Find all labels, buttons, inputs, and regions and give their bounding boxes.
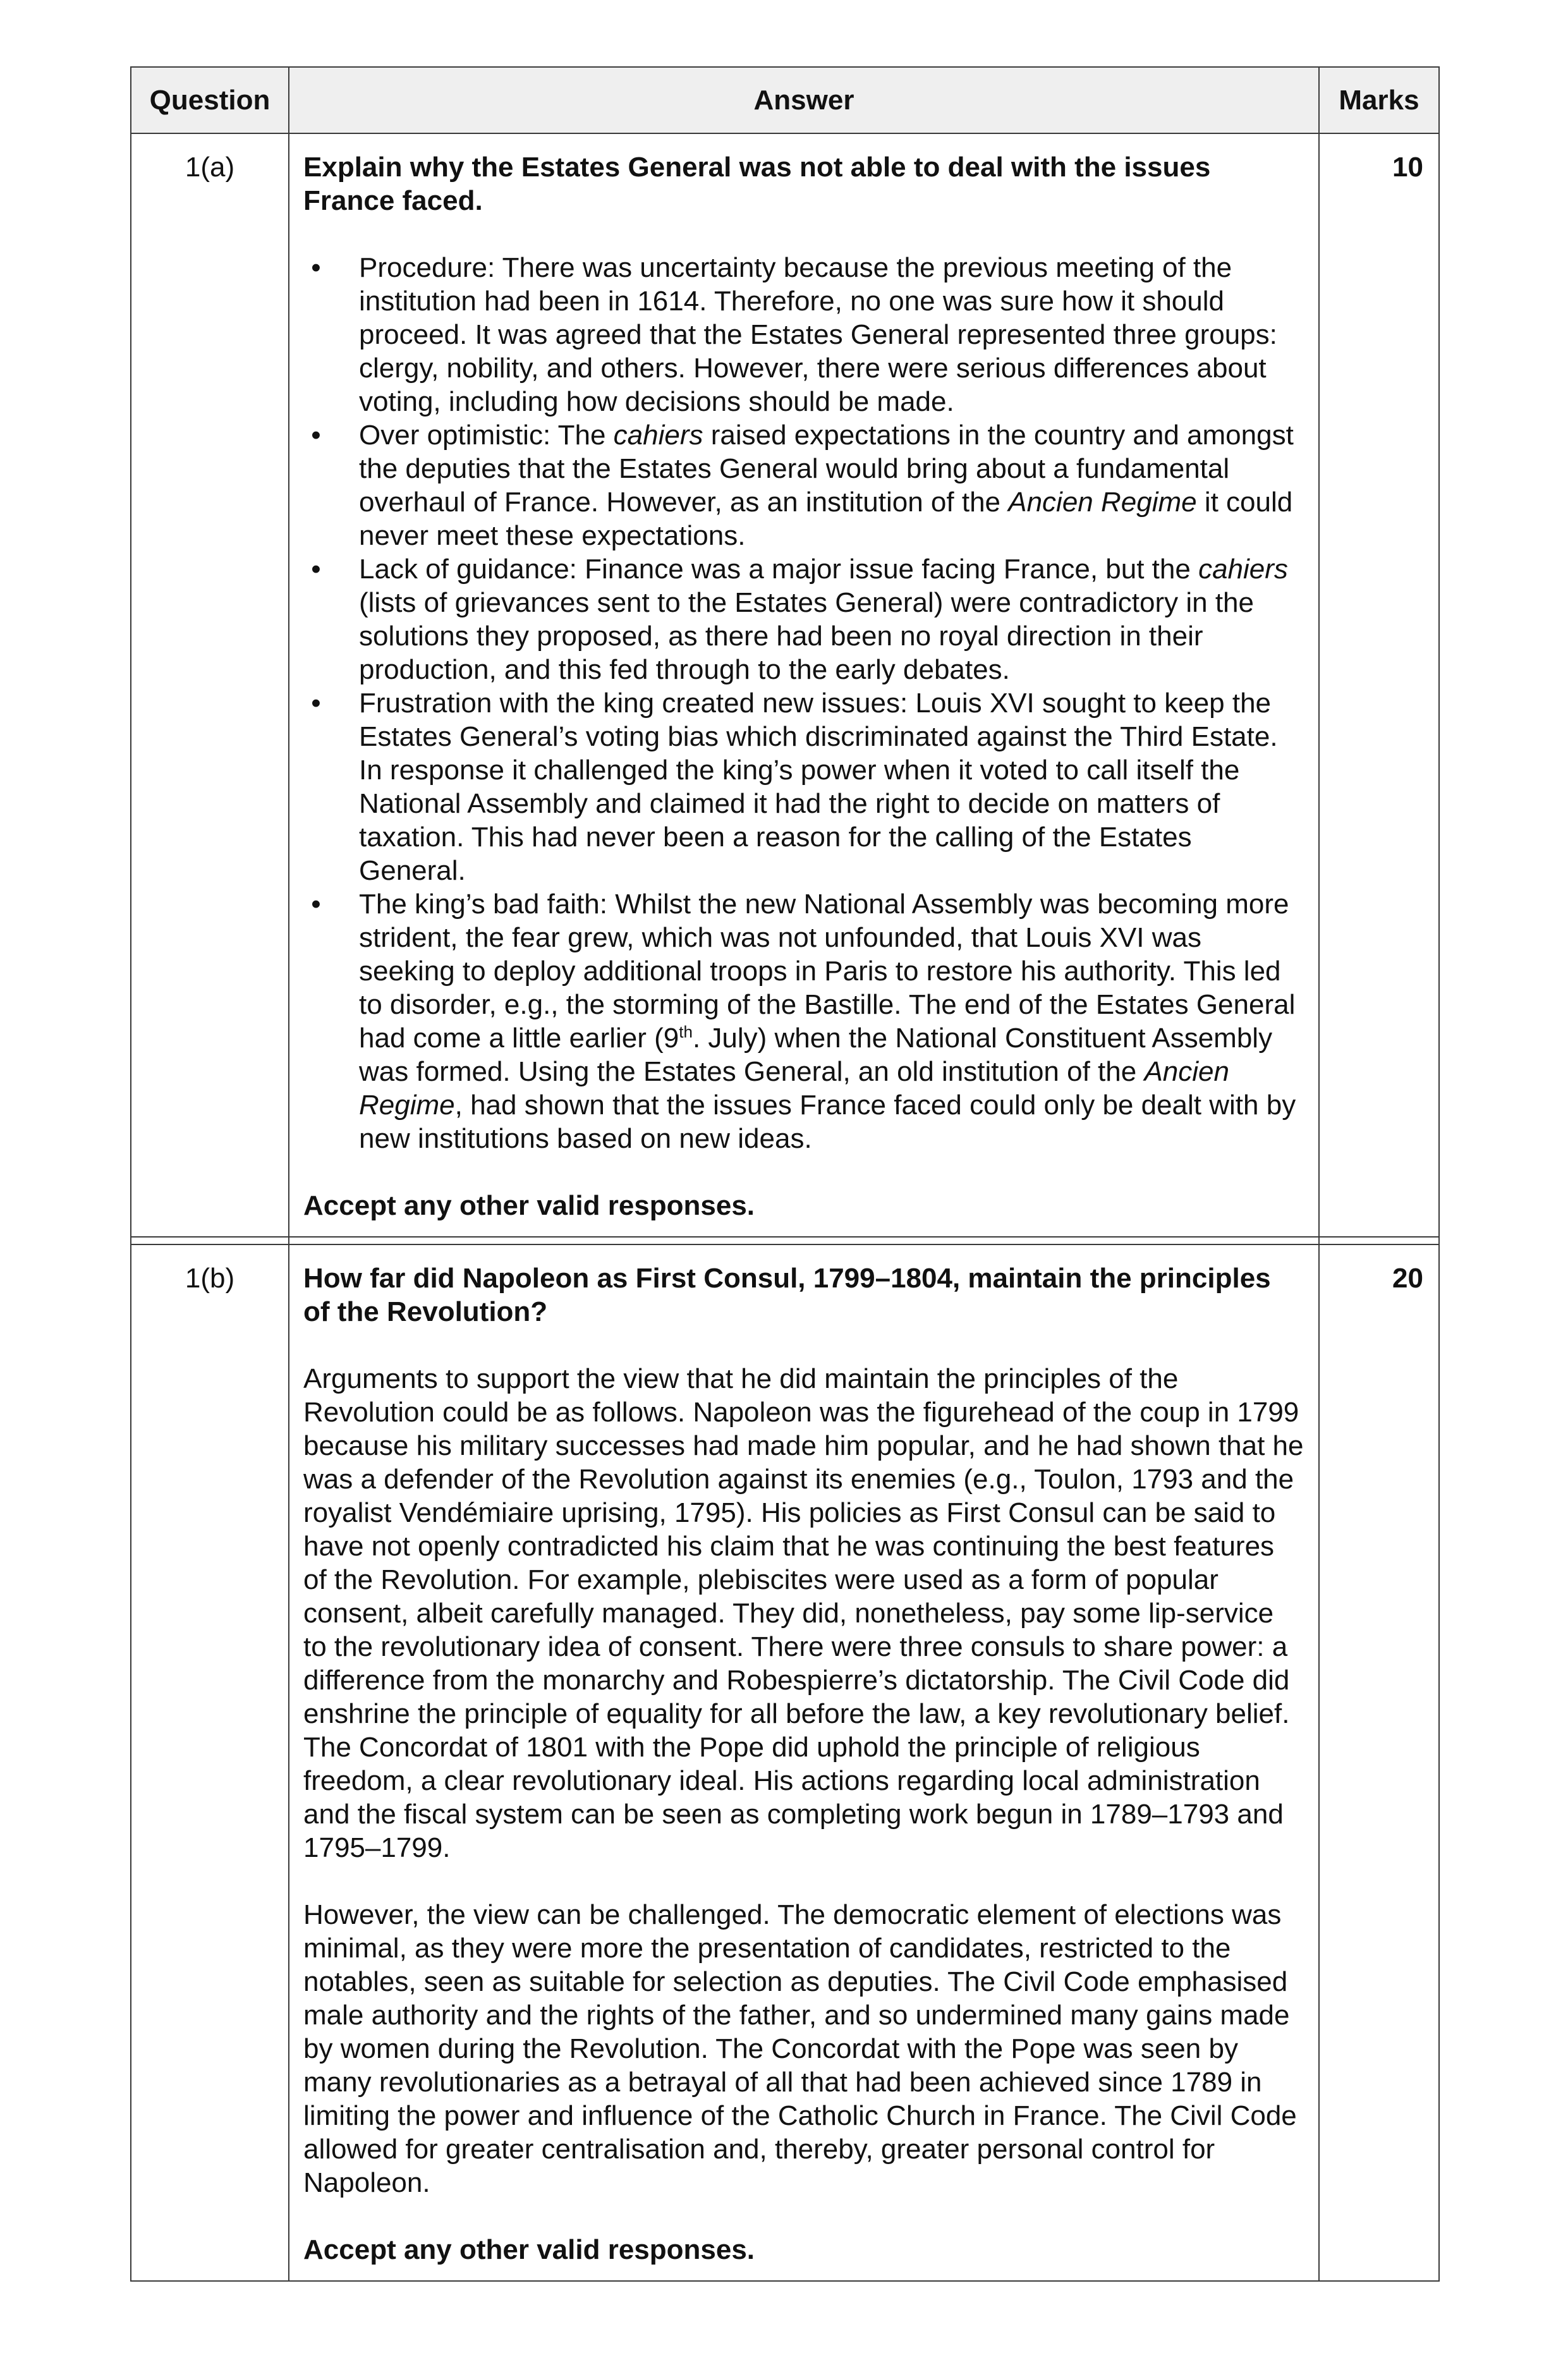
text-run: Ancien Regime	[1008, 487, 1197, 518]
table-body	[131, 133, 1439, 2281]
answer-column-header: Answer	[289, 67, 1319, 133]
question-number: 1(a)	[131, 133, 289, 1237]
answer-paragraph	[303, 1898, 1304, 2199]
text-run: Over optimistic: The	[359, 420, 614, 451]
bullet-point	[311, 887, 1304, 1155]
text-run: Lack of guidance: Finance was a major issue facing France, but the	[359, 554, 1199, 585]
bullet-point	[311, 552, 1304, 686]
text-run: raised expectations in the country and amongst the deputies that the Estates General would bring about a fundamental overhaul of France. However, as an institution of the	[359, 420, 1294, 518]
accept-note: Accept any other valid responses.	[303, 2234, 755, 2265]
bullet-dot-icon: •	[311, 554, 321, 585]
mark-scheme-table	[130, 66, 1440, 2282]
text-run: Ancien Regime	[359, 1056, 1229, 1121]
question-column-header: Question	[131, 67, 289, 133]
row-separator	[131, 1237, 1439, 1244]
separator-cell	[1319, 1237, 1439, 1244]
bullet-dot-icon: •	[311, 252, 321, 283]
header-row	[131, 67, 1439, 133]
text-run: cahiers	[1198, 554, 1288, 585]
accept-note: Accept any other valid responses.	[303, 1190, 755, 1221]
answer-cell	[289, 133, 1319, 1237]
table-row	[131, 133, 1439, 1237]
bullet-list	[303, 251, 1304, 1155]
question-prompt: How far did Napoleon as First Consul, 1799–1804, maintain the principles of the Revolution?	[303, 1263, 1271, 1327]
text-run: it could never meet these expectations.	[359, 487, 1293, 551]
text-run: However, the view can be challenged. The democratic element of elections was minimal, as they were more the presentation of candidates, restricted to the notables, seen as suitable for selection as deputies. The Civil Code emphasised male authority and the rights of the father, and so undermined many gains made by women during the Revolution. The Concordat with the Pope was seen by many revolutionaries as a betrayal of all that had been achieved since 1789 in limiting the power and influence of the Catholic Church in France. The Civil Code allowed for greater centralisation and, thereby, greater personal control for Napoleon.	[303, 1899, 1297, 2198]
question-prompt: Explain why the Estates General was not able to deal with the issues France faced.	[303, 152, 1211, 216]
text-run: th	[679, 1022, 693, 1042]
text-run: , had shown that the issues France faced could only be dealt with by new institutions based on new ideas.	[359, 1090, 1296, 1154]
table-row	[131, 1244, 1439, 2281]
text-run: (lists of grievances sent to the Estates General) were contradictory in the solutions they proposed, as there had been no royal direction in their production, and this fed through to the early debates.	[359, 587, 1254, 685]
text-run: The king’s bad faith: Whilst the new National Assembly was becoming more strident, the fear grew, which was not unfounded, that Louis XVI was seeking to deploy additional troops in Paris to restore his authority. This led to disorder, e.g., the storming of the Bastille. The end of the Estates General had come a little earlier (9	[359, 889, 1296, 1054]
text-run: . July) when the National Constituent Assembly was formed. Using the Estates General, an old institution of the	[359, 1023, 1273, 1087]
separator-cell	[289, 1237, 1319, 1244]
text-run: Procedure: There was uncertainty because the previous meeting of the institution had been in 1614. Therefore, no one was sure how it should proceed. It was agreed that the Estates General represented three groups: clergy, nobility, and others. However, there were serious differences about voting, including how decisions should be made.	[359, 252, 1277, 417]
bullet-dot-icon: •	[311, 889, 321, 920]
answer-paragraph	[303, 1362, 1304, 1864]
separator-cell	[131, 1237, 289, 1244]
bullet-point	[311, 686, 1304, 887]
text-run: cahiers	[613, 420, 703, 451]
text-run: Frustration with the king created new issues: Louis XVI sought to keep the Estates General’s voting bias which discriminated against the Third Estate. In response it challenged the king’s power when it voted to call itself the National Assembly and claimed it had the right to decide on matters of taxation. This had never been a reason for the calling of the Estates General.	[359, 688, 1278, 886]
bullet-dot-icon: •	[311, 688, 321, 719]
bullet-point	[311, 418, 1304, 552]
marks-value: 10	[1319, 133, 1439, 1237]
text-run: Arguments to support the view that he did maintain the principles of the Revolution could be as follows. Napoleon was the figurehead of the coup in 1799 because his military successes had made him popular, and he had shown that he was a defender of the Revolution against its enemies (e.g., Toulon, 1793 and the royalist Vendémiaire uprising, 1795). His policies as First Consul can be said to have not openly contradicted his claim that he was continuing the best features of the Revolution. For example, plebiscites were used as a form of popular consent, albeit carefully managed. They did, nonetheless, pay some lip-service to the revolutionary idea of consent. There were three consuls to share power: a difference from the monarchy and Robespierre’s dictatorship. The Civil Code did enshrine the principle of equality for all before the law, a key revolutionary belief. The Concordat of 1801 with the Pope did uphold the principle of religious freedom, a clear revolutionary ideal. His actions regarding local administration and the fiscal system can be seen as completing work begun in 1789–1793 and 1795–1799.	[303, 1363, 1304, 1863]
answer-cell	[289, 1244, 1319, 2281]
bullet-dot-icon: •	[311, 420, 321, 451]
marks-column-header: Marks	[1319, 67, 1439, 133]
marks-value: 20	[1319, 1244, 1439, 2281]
question-number: 1(b)	[131, 1244, 289, 2281]
bullet-point	[311, 251, 1304, 418]
